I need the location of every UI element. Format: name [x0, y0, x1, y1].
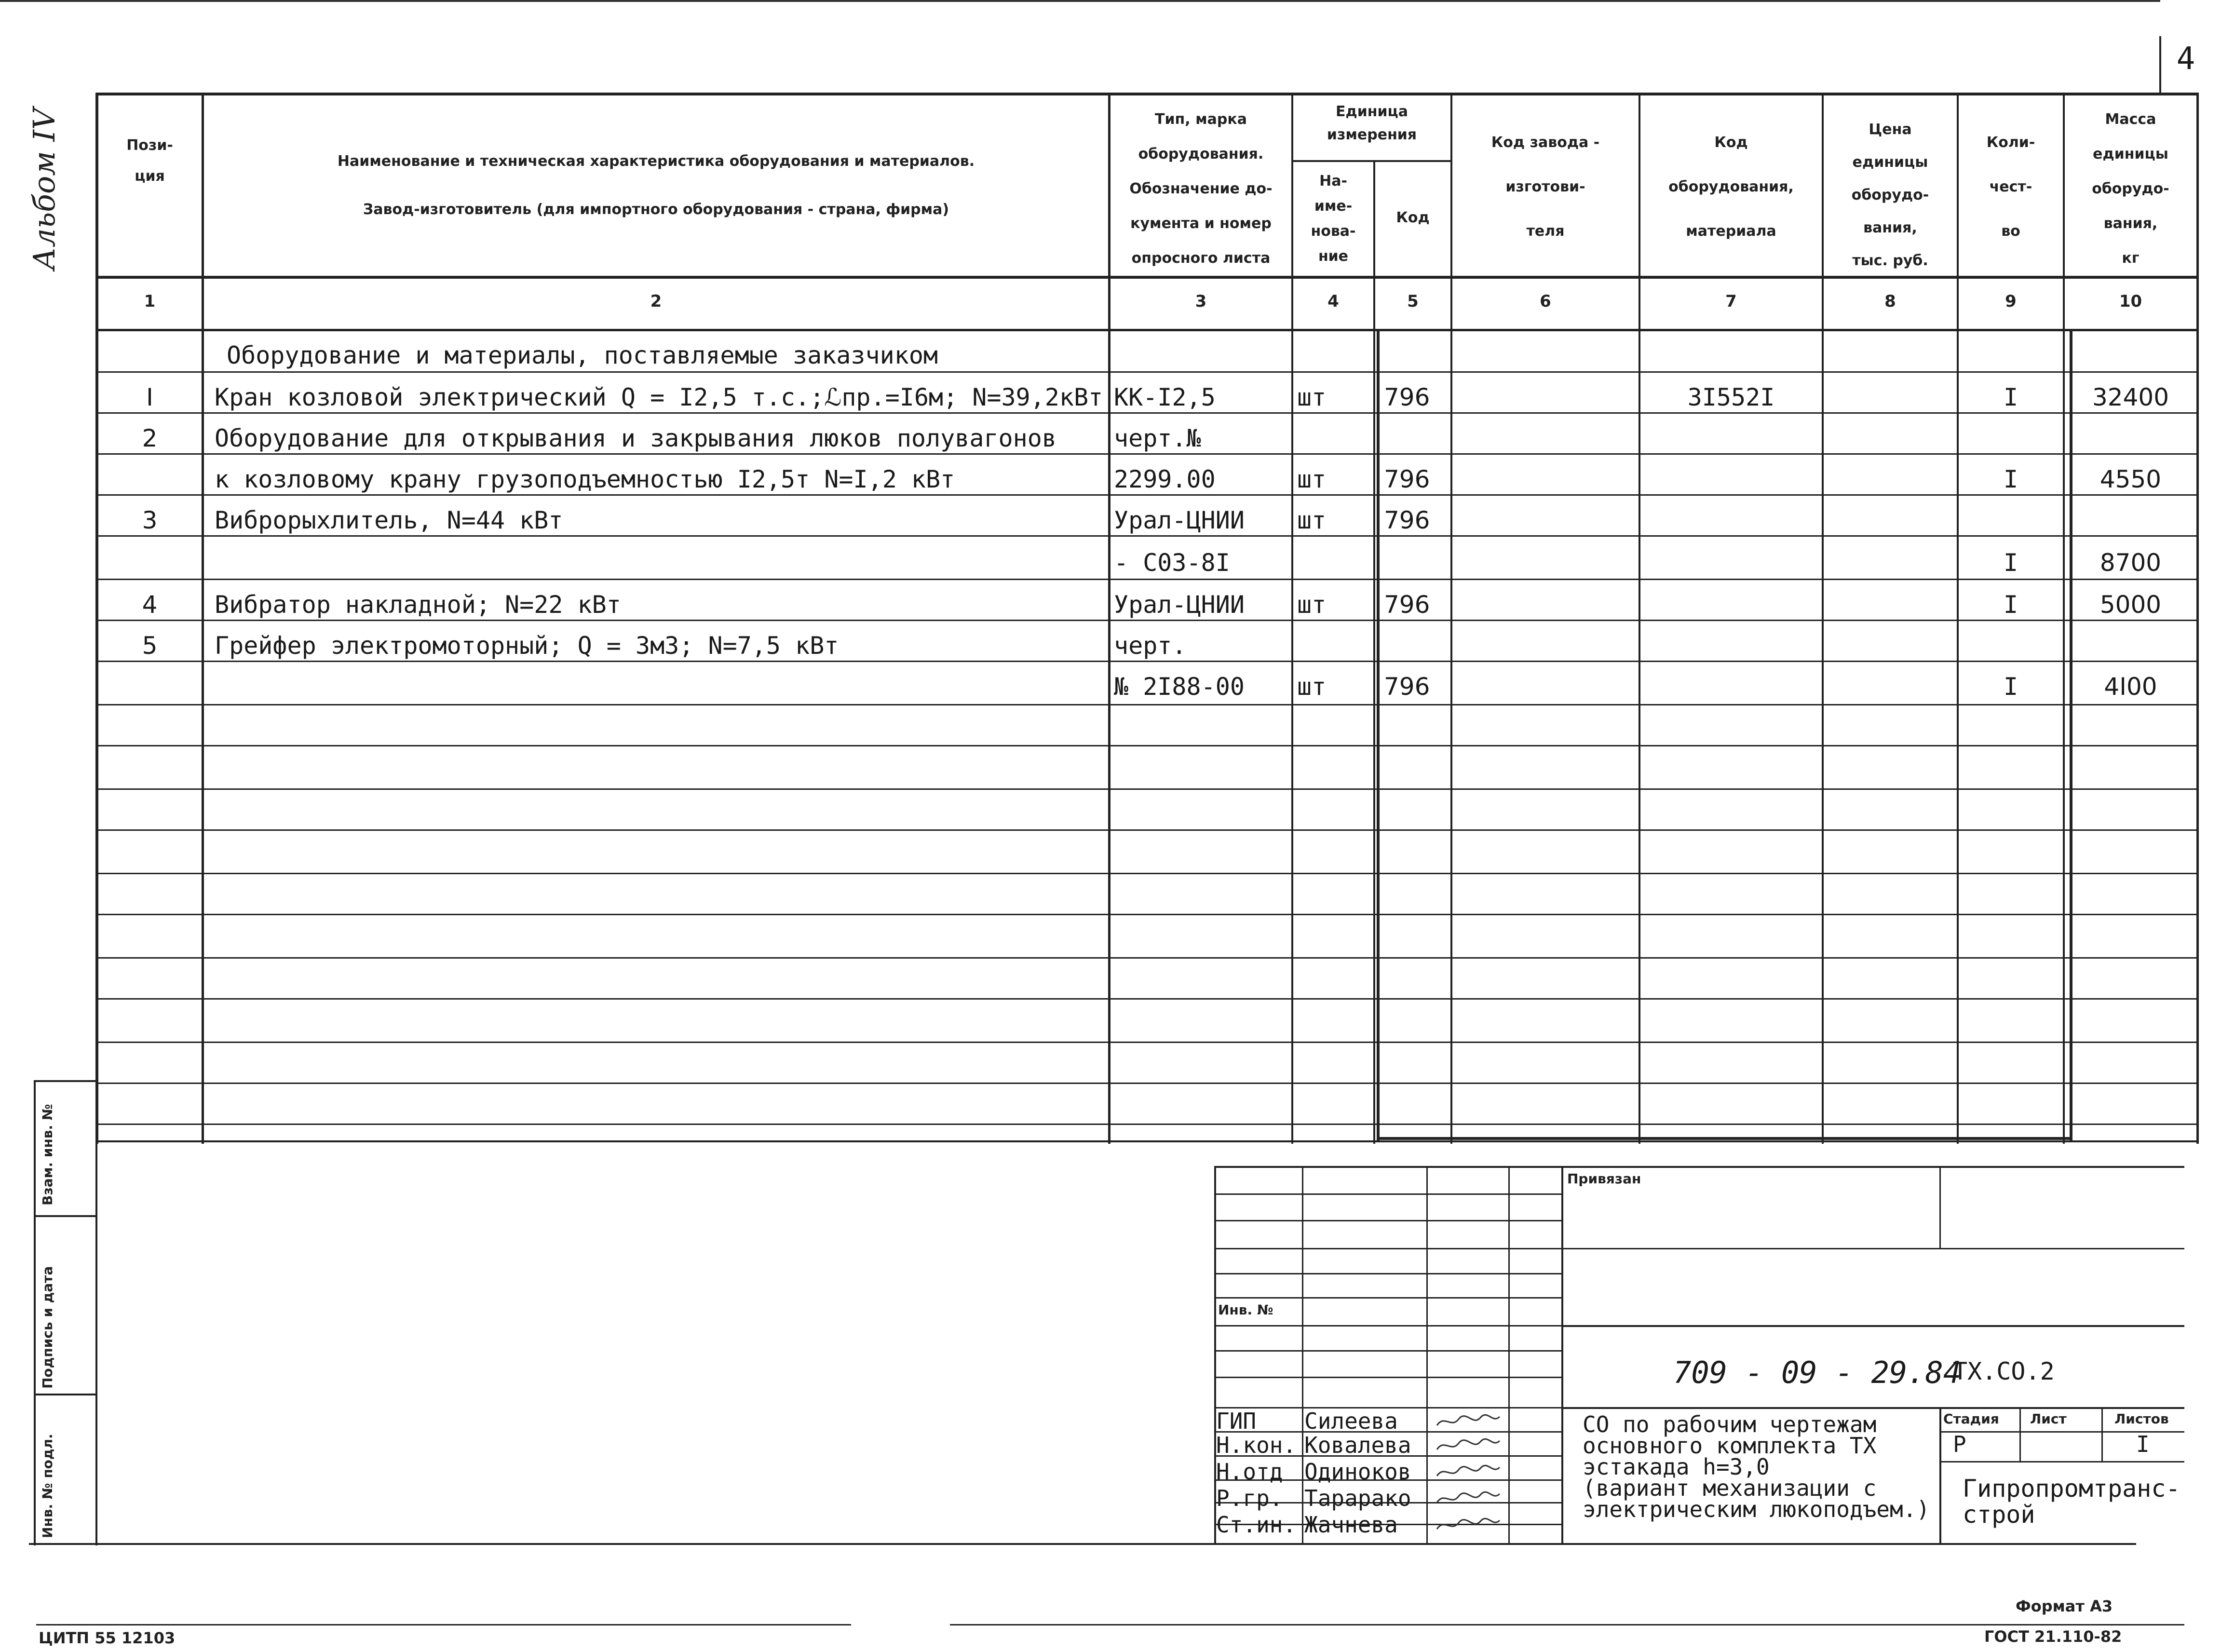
cell-type: черт.№ [1114, 424, 1201, 452]
row-line-15 [95, 957, 2199, 959]
tb-v3 [1508, 1166, 1510, 1543]
table-top-border [95, 93, 2199, 95]
header-col9 [1959, 121, 2063, 254]
cell-type: Урал-ЦНИИ [1114, 591, 1245, 619]
cell-unit: шт [1297, 465, 1327, 493]
tb-row-line-7 [1214, 1350, 1561, 1352]
footer-format: Формат А3 [2016, 1597, 2113, 1615]
row-line-10 [95, 745, 2199, 746]
header-col7 [1640, 121, 1822, 254]
cell-name: Виброрыхлитель, N=44 кВт [215, 506, 563, 534]
header-col4 [1293, 169, 1373, 269]
tb-row-line-2 [1214, 1220, 1561, 1221]
signature-scribble [1435, 1436, 1502, 1455]
tb-stage-v2 [2101, 1407, 2103, 1461]
row-line-1 [95, 371, 2199, 373]
header-unit-line1: Единица [1336, 103, 1408, 120]
bottom-frame-rule [29, 1543, 2136, 1545]
cell-unit: шт [1297, 506, 1327, 534]
cell-name: Грейфер электромоторный; Q = 3м3; N=7,5 кВт [215, 632, 839, 660]
col-number-4: 4 [1327, 292, 1339, 311]
header-col10-line5: кг [2122, 250, 2140, 267]
tb-row-line-5 [1214, 1297, 1561, 1299]
tb-desc-right [1939, 1407, 1941, 1543]
cell-mass: 5000 [2099, 591, 2162, 619]
header-col8-line4: вания, [1863, 219, 1917, 236]
header-col3-line1: Тип, марка [1155, 111, 1247, 128]
signature-scribble [1435, 1462, 1502, 1482]
header-col10-line1: Масса [2105, 111, 2156, 128]
cell-qty: I [2003, 383, 2018, 411]
cell-qty: I [2003, 591, 2018, 619]
header-col5: Код [1396, 209, 1430, 226]
tb-privyazan: Привязан [1567, 1171, 1641, 1187]
cell-name: Кран козловой электрический Q = I2,5 т.с.;ℒпр.=I6м; N=39,2кВт [215, 383, 1103, 411]
footer-right-rule [950, 1624, 2184, 1625]
header-unit [1293, 100, 1450, 147]
cell-unit: шт [1297, 591, 1327, 619]
header-col2-line2: Завод-изготовитель (для импортного оборудования - страна, фирма) [363, 201, 949, 218]
header-col3-line5: опросного листа [1131, 250, 1271, 267]
header-col10-line3: оборудо- [2092, 180, 2169, 197]
signature-scribble [1435, 1516, 1502, 1535]
cell-qty: I [2003, 465, 2018, 493]
tb-organization-line1: Гипропромтранс- [1963, 1475, 2180, 1503]
row-line-2 [95, 412, 2199, 414]
tb-privyazan-bottom [1561, 1248, 2184, 1249]
tb-role: Р.гр. [1216, 1485, 1283, 1511]
header-col2-line1: Наименование и техническая характеристика оборудования и материалов. [337, 153, 975, 170]
header-col2 [204, 137, 1108, 234]
row-line-7 [95, 620, 2199, 621]
cell-type: 2299.00 [1114, 465, 1216, 493]
tb-row-line-8 [1214, 1377, 1561, 1378]
cell-unit-code: 796 [1384, 506, 1430, 534]
cell-qty: I [2003, 673, 2018, 701]
row-line-19 [95, 1124, 2199, 1125]
side-stamp-div2 [34, 1394, 96, 1395]
col-number-9: 9 [2005, 292, 2017, 311]
tb-sheet-label: Лист [2030, 1411, 2067, 1427]
tb-sheets-value: I [2136, 1431, 2150, 1457]
row-line-6 [95, 579, 2199, 580]
header-col4-line3: нова- [1311, 223, 1356, 240]
tb-organization [1963, 1476, 2180, 1528]
header-unit-line2: измерения [1327, 126, 1417, 143]
cell-type: № 2I88-00 [1114, 673, 1245, 701]
cell-pos: I [146, 383, 153, 411]
side-stamp-signature-date: Подпись и дата [40, 1266, 55, 1389]
col-number-2: 2 [650, 292, 662, 311]
tb-role: Н.кон. [1216, 1432, 1297, 1458]
tb-role: ГИП [1216, 1408, 1257, 1434]
side-stamp-div1 [34, 1215, 96, 1217]
cell-code: 3I552I [1687, 383, 1775, 411]
header-col4-line4: ние [1318, 248, 1349, 265]
side-stamp-replace-inv: Взам. инв. № [40, 1104, 55, 1205]
tb-top [1214, 1166, 2184, 1168]
row-line-17 [95, 1042, 2199, 1043]
tb-description-line5: электрическим люкоподъем.) [1583, 1496, 1930, 1522]
row-line-5 [95, 535, 2199, 537]
header-col1-line2: ция [135, 168, 165, 185]
tb-description-line1: СО по рабочим чертежам [1583, 1411, 1877, 1437]
col-number-5: 5 [1407, 292, 1419, 311]
side-stamp-inv-orig: Инв. № подл. [40, 1434, 55, 1538]
cell-qty: I [2003, 549, 2018, 577]
cell-type: Урал-ЦНИИ [1114, 506, 1245, 534]
footer-left-rule [36, 1624, 851, 1625]
header-col1-line1: Пози- [126, 137, 173, 154]
cell-name: Оборудование для открывания и закрывания люков полувагонов [215, 424, 1056, 452]
tb-description [1583, 1411, 1930, 1522]
row-line-4 [95, 494, 2199, 496]
cell-unit: шт [1297, 673, 1327, 701]
tb-inv-no: Инв. № [1218, 1302, 1273, 1318]
header-col3 [1110, 102, 1291, 276]
col-number-3: 3 [1195, 292, 1207, 311]
cell-pos: 5 [142, 632, 158, 660]
cell-mass: 32400 [2092, 383, 2169, 411]
tb-description-line3: эстакада h=3,0 [1583, 1454, 1770, 1480]
tb-v4 [1561, 1166, 1563, 1543]
cell-pos: 3 [142, 506, 158, 534]
header-col8-line3: оборудо- [1851, 187, 1929, 203]
header-col4-line2: име- [1314, 198, 1353, 215]
tb-desc-top [1561, 1407, 2184, 1409]
col-number-6: 6 [1540, 292, 1551, 311]
section-title: Оборудование и материалы, поставляемые заказчиком [227, 341, 938, 369]
header-col7-line1: Код [1714, 134, 1748, 151]
unit-header-split [1291, 160, 1450, 162]
header-col7-line2: оборудования, [1668, 178, 1794, 195]
header-col3-line4: кумента и номер [1130, 215, 1272, 232]
footer-left-code: ЦИТП 55 12103 [39, 1629, 176, 1647]
col-line-1 [202, 93, 204, 1144]
tb-description-line2: основного комплекта ТХ [1583, 1433, 1877, 1459]
tb-drawing-code: ТХ.СО.2 [1953, 1357, 2055, 1385]
tb-drawing-number: 709 - 09 - 29.84 [1673, 1355, 1962, 1390]
header-col8-line2: единицы [1852, 154, 1928, 171]
header-col4-line1: На- [1319, 173, 1347, 190]
cell-unit: шт [1297, 383, 1327, 411]
header-col6-line3: теля [1526, 223, 1565, 240]
tb-stage-label: Стадия [1943, 1411, 1999, 1427]
cell-type: - С03-8I [1114, 549, 1230, 577]
tb-row-line-3 [1214, 1248, 1561, 1249]
tb-stage-v1 [2019, 1407, 2021, 1461]
row-line-16 [95, 998, 2199, 1000]
side-stamp-left-border [34, 1080, 36, 1545]
cell-unit-code: 796 [1384, 383, 1430, 411]
header-col10 [2065, 102, 2196, 276]
tb-description-line4: (вариант механизации с [1583, 1475, 1877, 1501]
table-right-border [2196, 93, 2199, 1144]
cell-name: к козловому крану грузоподъемностью I2,5т N=I,2 кВт [215, 465, 955, 493]
cell-pos: 4 [142, 591, 158, 619]
signature-scribble [1435, 1489, 1502, 1508]
bold-frame-left [1377, 330, 1380, 1140]
header-col3-line3: Обозначение до- [1129, 180, 1273, 197]
row-line-11 [95, 788, 2199, 790]
col-number-10: 10 [2119, 292, 2142, 311]
tb-row-line-6 [1214, 1325, 1561, 1327]
tb-role-name: Одиноков [1304, 1459, 1411, 1485]
bold-frame-bottom [1377, 1137, 2072, 1140]
tb-role-name: Тарарако [1304, 1485, 1411, 1511]
tb-row-line-4 [1214, 1273, 1561, 1274]
signature-scribble [1435, 1412, 1502, 1431]
header-col6-line2: изготови- [1505, 178, 1585, 195]
row-line-end [95, 1140, 2199, 1142]
header-col6-line1: Код завода - [1491, 134, 1600, 151]
tb-privyazan-split [1939, 1166, 1941, 1249]
header-col7-line3: материала [1686, 223, 1776, 240]
row-line-8 [95, 661, 2199, 662]
tb-role-name: Ковалева [1304, 1432, 1411, 1458]
col-number-1: 1 [144, 292, 156, 311]
tb-row-line-1 [1214, 1193, 1561, 1195]
page-number: 4 [2176, 41, 2195, 77]
top-rule [0, 0, 2160, 2]
tb-role-name: Жачнева [1304, 1512, 1398, 1538]
col-number-8: 8 [1884, 292, 1896, 311]
tb-sheets-label: Листов [2114, 1411, 2169, 1427]
cell-mass: 4I00 [2104, 673, 2157, 701]
tb-role: Н.отд [1216, 1459, 1283, 1485]
side-stamp-top [34, 1080, 96, 1082]
tb-v2 [1426, 1166, 1428, 1543]
cell-unit-code: 796 [1384, 465, 1430, 493]
tb-code-top [1561, 1325, 2184, 1327]
header-col8-line1: Цена [1869, 121, 1912, 138]
tb-stage-value: Р [1953, 1431, 1966, 1457]
header-col9-line2: чест- [1989, 178, 2032, 195]
cell-name: Вибратор накладной; N=22 кВт [215, 591, 621, 619]
header-col6 [1452, 121, 1639, 254]
bold-frame-right [2070, 330, 2072, 1140]
header-col10-line4: вания, [2103, 215, 2158, 232]
tb-role-name: Силеева [1304, 1408, 1398, 1434]
cell-mass: 4550 [2099, 465, 2162, 493]
footer-gost: ГОСТ 21.110-82 [1984, 1627, 2122, 1646]
album-label: Альбом IV [27, 108, 62, 270]
tb-stage-bottom [1939, 1461, 2184, 1462]
cell-pos: 2 [142, 424, 158, 452]
col-number-7: 7 [1725, 292, 1737, 311]
cell-unit-code: 796 [1384, 591, 1430, 619]
header-col9-line1: Коли- [1986, 134, 2035, 151]
cell-mass: 8700 [2099, 549, 2162, 577]
tb-organization-line2: строй [1963, 1501, 2035, 1529]
header-col10-line2: единицы [2093, 146, 2168, 162]
cell-type: черт. [1114, 632, 1187, 660]
header-col8-line5: тыс. руб. [1852, 252, 1928, 269]
row-line-14 [95, 914, 2199, 915]
header-col9-line3: во [2001, 223, 2020, 240]
row-line-12 [95, 829, 2199, 831]
row-line-18 [95, 1083, 2199, 1084]
tb-v1 [1302, 1166, 1303, 1543]
tb-role: Ст.ин. [1216, 1512, 1297, 1538]
header-col8 [1824, 113, 1957, 277]
side-stamp-right-border [95, 1080, 97, 1545]
row-line-9 [95, 704, 2199, 705]
row-line-3 [95, 453, 2199, 455]
row-line-13 [95, 873, 2199, 874]
header-col1 [98, 130, 202, 192]
header-col3-line2: оборудования. [1138, 146, 1264, 162]
column-numbers-bottom-rule [95, 329, 2199, 331]
cell-type: КК-I2,5 [1114, 383, 1216, 411]
cell-unit-code: 796 [1384, 673, 1430, 701]
